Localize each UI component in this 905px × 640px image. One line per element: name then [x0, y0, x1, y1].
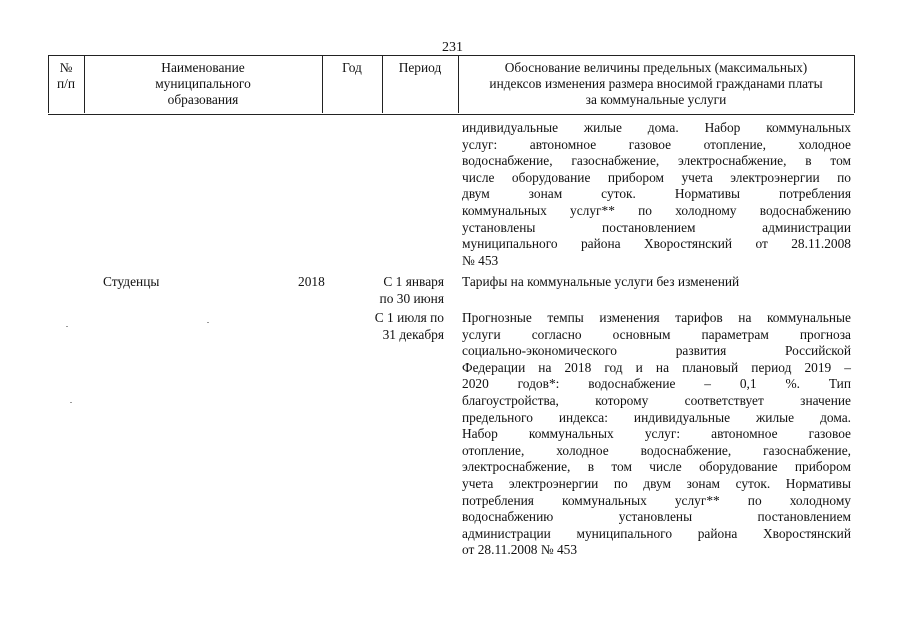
text-line: услуги согласно основным параметрам прогноза — [462, 326, 851, 342]
header-col-period — [382, 56, 458, 114]
header-col-year — [322, 56, 382, 114]
header-col-year-line: Год — [342, 60, 362, 75]
text-line: отопление, холодное водоснабжение, газоснабжение, — [462, 442, 851, 458]
text-line: муниципального района Хворостянский от 28.11.2008 — [462, 236, 851, 252]
municipality-name: Студенцы — [103, 274, 160, 289]
header-divider — [322, 55, 323, 113]
text-line: № 453 — [462, 252, 499, 268]
header-col-number-line: п/п — [56, 76, 76, 91]
text-line: установлены постановлением администрации — [462, 219, 851, 235]
text-line: администрации муниципального района Хворостянский — [462, 525, 851, 541]
header-divider — [854, 55, 855, 113]
period-line: по 30 июня — [379, 290, 444, 306]
text-line: 2020 годов*: водоснабжение – 0,1 %. Тип — [462, 376, 851, 392]
text-line: услуг: автономное газовое отопление, холодное — [462, 136, 851, 152]
text-line: Набор коммунальных услуг: автономное газовое — [462, 426, 851, 442]
period-first-half — [360, 274, 444, 307]
text-line: индивидуальные жилые дома. Набор коммунальных — [462, 120, 851, 135]
scan-speck — [70, 402, 72, 403]
period-second-half — [360, 310, 444, 343]
text-line: водоснабжению установлены постановлением — [462, 509, 851, 525]
header-col-municipality-line: муниципального — [155, 76, 251, 91]
period-line: С 1 января — [383, 274, 444, 289]
scan-speck — [66, 326, 68, 327]
header-col-justification-line: Обоснование величины предельных (максимальных) — [504, 60, 808, 75]
table-header — [48, 55, 854, 115]
text-line: водоснабжение, газоснабжение, электроснабжение, в том — [462, 153, 851, 169]
tariffs-unchanged-text: Тарифы на коммунальные услуги без изменений — [462, 274, 740, 289]
text-line: двум зонам суток. Нормативы потребления — [462, 186, 851, 202]
header-col-municipality-line: образования — [167, 92, 239, 107]
text-line: электроснабжение, в том числе оборудование прибором — [462, 459, 851, 475]
header-divider — [48, 55, 49, 113]
continued-justification — [462, 120, 851, 269]
year-value: 2018 — [298, 274, 325, 289]
text-line: от 28.11.2008 № 453 — [462, 542, 578, 558]
page-number: 231 — [442, 40, 463, 55]
text-line: учета электроэнергии по двум зонам суток. Нормативы — [462, 475, 851, 491]
header-col-period-line: Период — [398, 60, 442, 75]
period-line: С 1 июля по — [374, 310, 444, 325]
text-line: благоустройства, которому соответствует значение — [462, 392, 851, 408]
header-divider — [458, 55, 459, 113]
header-col-municipality-line: Наименование — [161, 60, 245, 75]
text-line: предельного индекса: индивидуальные жилые дома. — [462, 409, 851, 425]
forecast-justification — [462, 310, 851, 559]
scan-speck — [207, 322, 209, 323]
text-line: числе оборудование прибором учета электроэнергии по — [462, 169, 851, 185]
text-line: Федерации на 2018 год и на плановый период 2019 – — [462, 359, 851, 375]
header-col-justification — [458, 56, 854, 114]
text-line: социально-экономического развития Российской — [462, 343, 851, 359]
header-col-number-line: № — [59, 60, 73, 75]
header-divider — [84, 55, 85, 113]
header-divider — [382, 55, 383, 113]
header-col-municipality — [84, 56, 322, 114]
text-line: Прогнозные темпы изменения тарифов на коммунальные — [462, 310, 851, 325]
header-col-justification-line: за коммунальные услуги — [585, 92, 727, 107]
period-line: 31 декабря — [382, 326, 444, 342]
text-line: коммунальных услуг** по холодному водоснабжению — [462, 202, 851, 218]
text-line: потребления коммунальных услуг** по холодному — [462, 492, 851, 508]
header-col-justification-line: индексов изменения размера вносимой гражданами платы — [489, 76, 823, 91]
header-col-number — [48, 56, 84, 114]
